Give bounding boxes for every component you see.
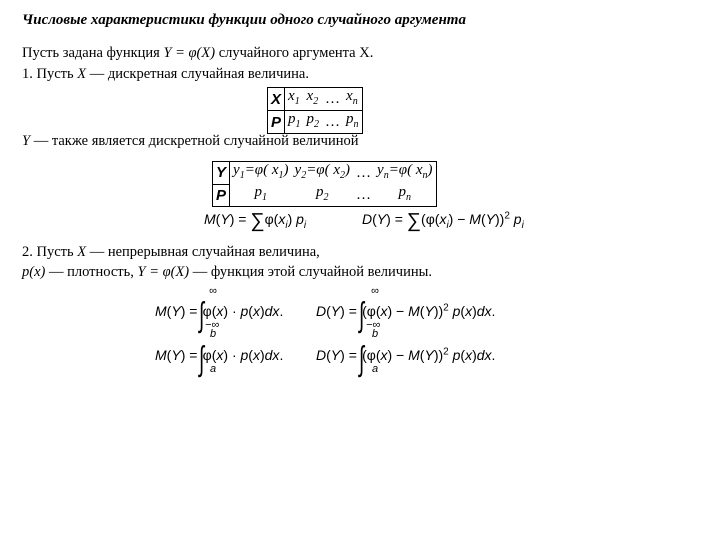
continuous-mean-infinite-formula: ∞ −∞ M(Y) = ∫φ(x) · p(x)dx. (155, 285, 284, 334)
continuous-line-2 (22, 264, 432, 281)
table-row (268, 88, 363, 111)
distribution-table-y (212, 161, 437, 207)
function-formula: Y = φ(X) (163, 45, 216, 61)
intro-suffix: случайного аргумента X. (215, 45, 374, 61)
table-cell: … (356, 164, 372, 181)
intro-line-2 (22, 66, 309, 83)
case2-text: — непрерывная случайная величина, (86, 244, 320, 260)
table-row (213, 184, 437, 207)
table-cell: $y_1=\varphi$( $x_1$) (233, 162, 289, 181)
integral-lower-limit: a (372, 363, 379, 375)
table-header-p: P (268, 111, 285, 134)
table-cell: $y_n=\varphi$( $x_n$) (377, 162, 433, 181)
case1-label: 1. Пусть (22, 66, 78, 82)
distribution-table-x (267, 87, 363, 134)
table-cell: $p_n$ (346, 111, 359, 130)
table-header-p: P (213, 184, 230, 207)
intro-line-1 (22, 45, 373, 62)
integral-upper-limit: ∞ (209, 285, 217, 297)
continuous-line-1 (22, 244, 320, 261)
density-symbol: p(x) (22, 264, 46, 280)
table-cell: $p_n$ (398, 184, 412, 203)
table-row (213, 162, 437, 185)
integral-lower-limit: a (210, 363, 217, 375)
continuous-mean-finite-formula: b a M(Y) = ∫φ(x) · p(x)dx. (155, 328, 284, 378)
integral-upper-limit: ∞ (371, 285, 379, 297)
y-discrete-text: — также является дискретной случайной величиной (30, 133, 359, 149)
table-cell: $p_2$ (316, 184, 329, 203)
y-var: Y (22, 133, 31, 149)
case1-text: — дискретная случайная величина. (86, 66, 309, 82)
continuous-variance-infinite-formula: ∞ −∞ $D(Y) = \int(\varphi(x) - M(Y))^2$ p(x)dx. (316, 285, 496, 334)
table-cell: $x_2$ (304, 88, 323, 111)
table-cell: $p_2$ (306, 111, 320, 130)
table-cell: $p_1$ (288, 111, 301, 130)
integral-lower-limit: −∞ (366, 319, 381, 331)
table-cell: $y_2=\varphi$( $x_2$) (294, 162, 351, 181)
y-discrete-line (22, 133, 358, 150)
table-cell: $x_1$ (285, 88, 304, 111)
table-header-y: Y (213, 162, 230, 185)
table-row (268, 111, 363, 134)
integral-upper-limit: b (372, 328, 379, 340)
discrete-variance-formula: $D(Y) = \sum(\varphi(x_i) - M(Y))^2$ $p_i$ (362, 210, 524, 232)
intro-text: Пусть задана функция (22, 45, 164, 61)
case2-var: X (77, 244, 87, 260)
continuous-variance-finite-formula: b a $D(Y) = \int(\varphi(x) - M(Y))^2$ p(x)dx. (316, 328, 496, 378)
table-header-x: X (268, 88, 285, 111)
table-cell: … (322, 88, 343, 111)
density-text: — плотность, (45, 264, 138, 280)
page-title: Числовые характеристики функции одного случайного аргумента (22, 12, 466, 28)
function-formula: Y = φ(X) (137, 264, 190, 280)
function-text: — функция этой случайной величины. (189, 264, 432, 280)
discrete-mean-formula: $M(Y) = \sum\varphi(x_i)$ $p_i$ (204, 210, 307, 232)
integral-lower-limit: −∞ (205, 319, 220, 331)
table-cell: $p_1$ (254, 184, 268, 203)
integral-upper-limit: b (210, 328, 217, 340)
table-cell: $x_n$ (343, 88, 362, 111)
case1-var: X (77, 66, 87, 82)
table-cell: … (356, 186, 372, 203)
table-cell: … (325, 113, 341, 130)
case2-label: 2. Пусть (22, 244, 78, 260)
